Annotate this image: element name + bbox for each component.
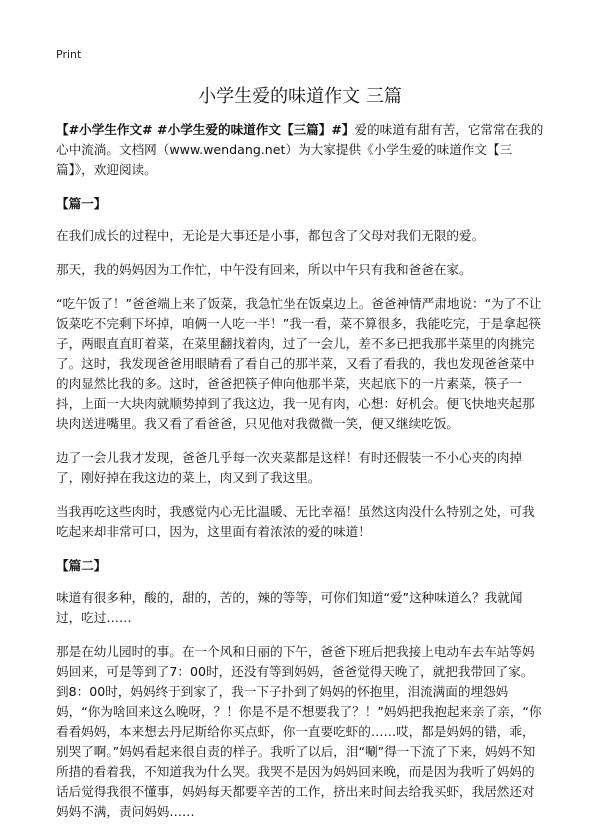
paragraph: 边了一会儿我才发现，爸爸几乎每一次夹菜都是这样！有时还假装一不小心夹的肉掉了，刚好掉在我这边的菜上，肉又到了我这里。 [56,450,522,485]
paragraph: 那是在幼儿园时的事。在一个风和日丽的下午，爸爸下班后把我接上电动车去车站等妈妈回来，可是等到了7：00时，还没有等到妈妈，爸爸觉得天晚了，就把我带回了家。到8：00时，妈妈终于到家了，我一下子扑到了妈妈的怀抱里，泪流满面的埋怨妈妈，“你为啥回来这么晚呀，？！你是不是不想要我了？！”妈妈把我抱起来亲了亲，“你看看妈妈，本来想去丹尼斯给你买点虾，你一直要吃虾的……哎，都是妈妈的错，乖，别哭了啊。”妈妈看起来很自责的样子。我听了以后，泪“唰”得一下流了下来，妈妈不知所措的看着我，不知道我为什么哭。我哭不是因为妈妈回来晚，而是因为我听了妈妈的话后觉得我很不懂事，妈妈每天都要辛苦的工作，挤出来时间去给我买虾，我居然还对妈妈不满，责问妈妈…… [56,644,542,819]
paragraph: “吃午饭了！”爸爸端上来了饭菜，我急忙坐在饭桌边上。爸爸神情严肃地说：“为了不让饭菜吃不完剩下坏掉，咱俩一人吃一半！”我一看，菜不算很多，我能吃完，于是拿起筷子，两眼直直盯着菜，在菜里翻找着肉，过了一会儿，差不多已把我那半菜里的肉挑完了。这时，我发现爸爸用眼睛看了看自己的那半菜，又看了看我的，我也发现爸爸菜中的肉显然比我的多。这时，爸爸把筷子伸向他那半菜，夹起底下的一片素菜，筷子一抖，上面一大块肉就顺势掉到了我这边，我一见有肉，心想：好机会。便飞快地夹起那块肉送进嘴里。我又看了看爸爸，只见他对我微微一笑，便又继续吃饭。 [56,296,542,431]
page-title: 小学生爱的味道作文 三篇 [198,86,402,107]
intro-text: 爱的味道有甜有苦，它常常在我的心中流淌。文档网（www.wendang.net）为大家提供《小学生爱的味道作文【三篇】》，欢迎阅读。 [56,122,544,177]
section-heading: 【篇一】 [56,196,107,211]
paragraph: 在我们成长的过程中，无论是大事还是小事，都包含了父母对我们无限的爱。 [56,228,485,243]
intro-paragraph [56,120,544,180]
paragraph: 当我再吃这些肉时，我感觉内心无比温暖、无比幸福！虽然这肉没什么特别之处，可我吃起来却非常可口，因为，这里面有着浓浓的爱的味道！ [56,504,535,539]
section-heading: 【篇二】 [56,558,107,573]
print-label[interactable]: Print [56,48,82,61]
paragraph: 味道有很多种，酸的，甜的，苦的，辣的等等，可你们知道“爱”这种味道么？我就闻过，吃过…… [56,590,523,625]
article-body [56,120,544,834]
intro-tag: 【#小学生作文# #小学生爱的味道作文【三篇】#】 [56,122,355,137]
paragraph: 那天，我的妈妈因为工作忙，中午没有回来，所以中午只有我和爸爸在家。 [56,262,472,277]
